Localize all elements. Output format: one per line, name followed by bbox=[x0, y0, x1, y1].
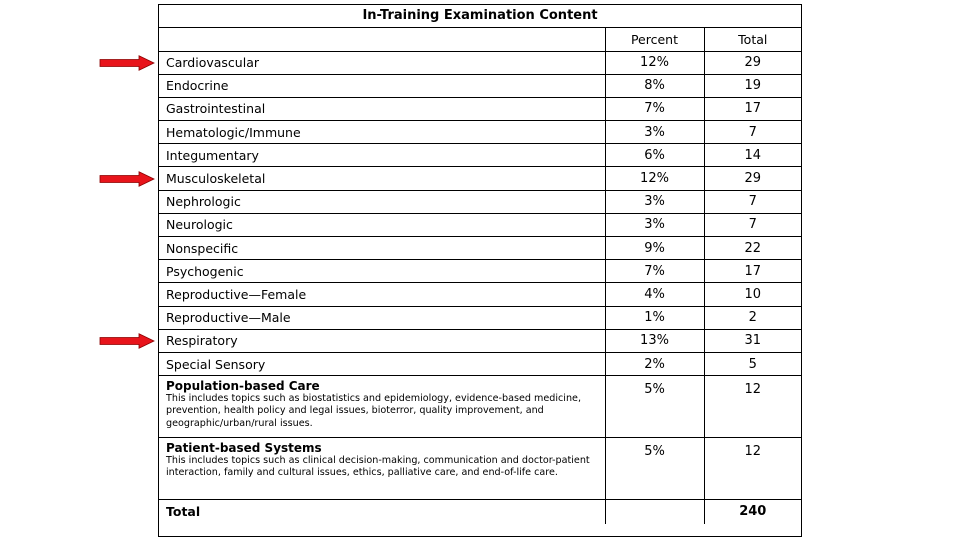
population-title: Population-based Care bbox=[166, 379, 320, 394]
row-total: 31 bbox=[704, 329, 801, 352]
row-percent: 2% bbox=[605, 352, 704, 375]
row-total: 7 bbox=[704, 121, 801, 144]
table-row bbox=[159, 237, 801, 260]
row-total: 19 bbox=[704, 74, 801, 97]
row-label: Musculoskeletal bbox=[159, 167, 605, 190]
row-label: Integumentary bbox=[159, 144, 605, 167]
row-label: Cardiovascular bbox=[159, 51, 605, 74]
row-percent: 3% bbox=[605, 121, 704, 144]
table-header-row bbox=[159, 27, 801, 51]
row-percent: 13% bbox=[605, 329, 704, 352]
total-value: 240 bbox=[704, 500, 801, 524]
row-percent: 12% bbox=[605, 167, 704, 190]
row-label: Endocrine bbox=[159, 74, 605, 97]
row-total: 10 bbox=[704, 283, 801, 306]
row-label: Reproductive—Female bbox=[159, 283, 605, 306]
table-row bbox=[159, 190, 801, 213]
table-row bbox=[159, 74, 801, 97]
row-total: 17 bbox=[704, 260, 801, 283]
table-row bbox=[159, 283, 801, 306]
row-label: Reproductive—Male bbox=[159, 306, 605, 329]
row-label: Psychogenic bbox=[159, 260, 605, 283]
table-row bbox=[159, 51, 801, 74]
table-row bbox=[159, 97, 801, 120]
table-row bbox=[159, 306, 801, 329]
table-row bbox=[159, 167, 801, 190]
row-label: Respiratory bbox=[159, 329, 605, 352]
patient-percent: 5% bbox=[605, 438, 704, 500]
header-blank-cell bbox=[159, 27, 605, 51]
table-row bbox=[159, 260, 801, 283]
row-percent: 7% bbox=[605, 97, 704, 120]
red-arrow-icon bbox=[99, 171, 155, 187]
patient-title: Patient-based Systems bbox=[166, 441, 322, 456]
total-label: Total bbox=[159, 500, 605, 524]
row-label: Gastrointestinal bbox=[159, 97, 605, 120]
row-total: 22 bbox=[704, 237, 801, 260]
row-label: Nonspecific bbox=[159, 237, 605, 260]
population-percent: 5% bbox=[605, 376, 704, 438]
patient-total: 12 bbox=[704, 438, 801, 500]
patient-description: This includes topics such as clinical decision-making, communication and doctor-patient interaction, family and cultural issues, ethics, palliative care, and end-of-life care. bbox=[166, 455, 590, 479]
population-total: 12 bbox=[704, 376, 801, 438]
table-row bbox=[159, 329, 801, 352]
row-total: 2 bbox=[704, 306, 801, 329]
row-percent: 6% bbox=[605, 144, 704, 167]
red-arrow-icon bbox=[99, 55, 155, 71]
row-label: Neurologic bbox=[159, 213, 605, 236]
row-total: 29 bbox=[704, 51, 801, 74]
row-total: 29 bbox=[704, 167, 801, 190]
row-percent: 3% bbox=[605, 190, 704, 213]
total-row bbox=[159, 500, 801, 524]
row-percent: 7% bbox=[605, 260, 704, 283]
row-percent: 8% bbox=[605, 74, 704, 97]
header-total: Total bbox=[704, 27, 801, 51]
table-title: In-Training Examination Content bbox=[159, 5, 801, 27]
row-total: 17 bbox=[704, 97, 801, 120]
row-total: 7 bbox=[704, 190, 801, 213]
table-title-row bbox=[159, 5, 801, 27]
row-total: 14 bbox=[704, 144, 801, 167]
row-percent: 3% bbox=[605, 213, 704, 236]
table-row-population bbox=[159, 376, 801, 438]
row-percent: 1% bbox=[605, 306, 704, 329]
total-percent bbox=[605, 500, 704, 524]
row-total: 7 bbox=[704, 213, 801, 236]
population-cell bbox=[159, 376, 605, 438]
row-label: Nephrologic bbox=[159, 190, 605, 213]
table-row bbox=[159, 121, 801, 144]
header-percent: Percent bbox=[605, 27, 704, 51]
population-description: This includes topics such as biostatistics and epidemiology, evidence-based medicine, prevention, health policy and legal issues, bioterror, quality improvement, and geographic/urban/rural issues. bbox=[166, 393, 581, 429]
red-arrow-icon bbox=[99, 333, 155, 349]
exam-content-table bbox=[159, 5, 801, 524]
exam-content-table-wrapper bbox=[158, 4, 802, 537]
table-row bbox=[159, 352, 801, 375]
row-label: Hematologic/Immune bbox=[159, 121, 605, 144]
row-percent: 9% bbox=[605, 237, 704, 260]
table-row bbox=[159, 213, 801, 236]
patient-cell bbox=[159, 438, 605, 500]
row-label: Special Sensory bbox=[159, 352, 605, 375]
row-total: 5 bbox=[704, 352, 801, 375]
table-row-patient bbox=[159, 438, 801, 500]
row-percent: 12% bbox=[605, 51, 704, 74]
table-row bbox=[159, 144, 801, 167]
row-percent: 4% bbox=[605, 283, 704, 306]
